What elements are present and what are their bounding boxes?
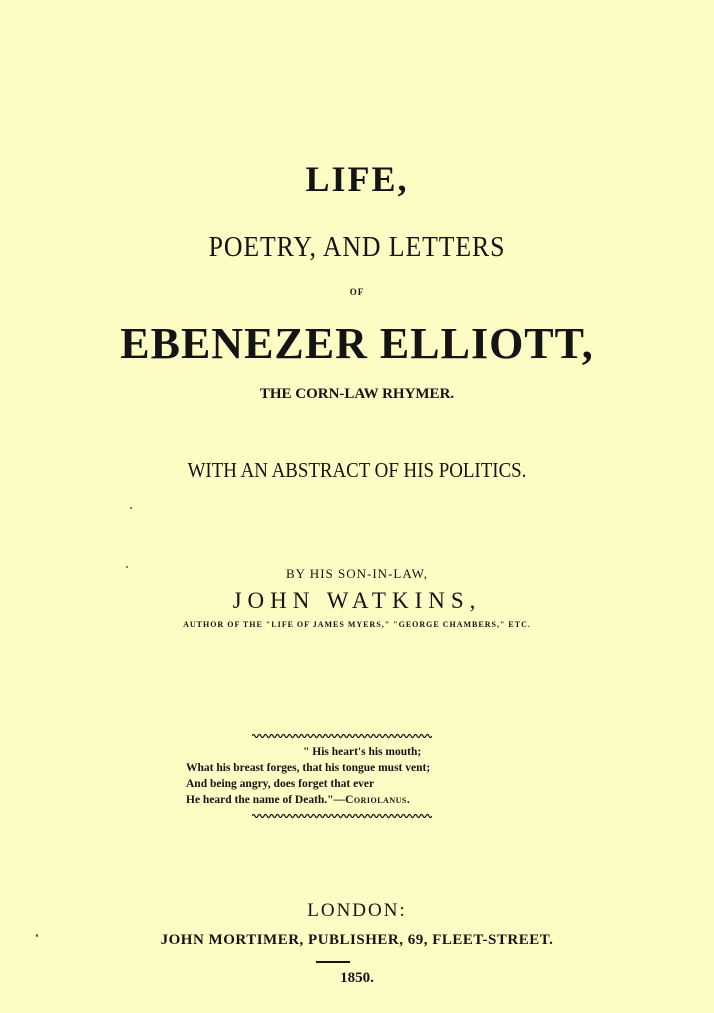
imprint-publisher: JOHN MORTIMER, PUBLISHER, 69, FLEET-STREET.	[160, 932, 554, 948]
epigraph	[186, 744, 506, 808]
paper-speck	[36, 934, 38, 937]
by-line: BY HIS SON-IN-LAW,	[285, 566, 429, 581]
abstract-line: WITH AN ABSTRACT OF HIS POLITICS.	[187, 458, 527, 482]
of-connector: OF	[349, 287, 365, 297]
short-rule	[316, 961, 350, 963]
author-name: JOHN WATKINS,	[232, 588, 482, 613]
epigraph-line-3: And being angry, does forget that ever	[186, 778, 375, 790]
subject-name: EBENEZER ELLIOTT,	[120, 319, 594, 368]
epigraph-line-1: " His heart's his mouth;	[303, 746, 422, 758]
epigraph-line-4	[186, 792, 506, 808]
author-credentials: AUTHOR OF THE "LIFE OF JAMES MYERS," "GEORGE CHAMBERS," ETC.	[183, 620, 531, 629]
ornamental-rule-top	[252, 733, 432, 739]
book-subtitle: POETRY, AND LETTERS	[208, 232, 506, 263]
imprint-year: 1850.	[340, 970, 374, 986]
epigraph-line-4-text: He heard the name of Death."—	[186, 794, 346, 806]
book-title: LIFE,	[305, 159, 409, 199]
paper-speck	[126, 566, 128, 568]
paper-speck	[130, 507, 132, 509]
imprint-place: LONDON:	[307, 900, 407, 921]
ornamental-rule-bottom	[252, 813, 432, 819]
epigraph-line-2: What his breast forges, that his tongue must vent;	[186, 762, 431, 774]
subject-epithet: THE CORN-LAW RHYMER.	[259, 386, 455, 402]
epigraph-source: Coriolanus.	[345, 794, 411, 806]
